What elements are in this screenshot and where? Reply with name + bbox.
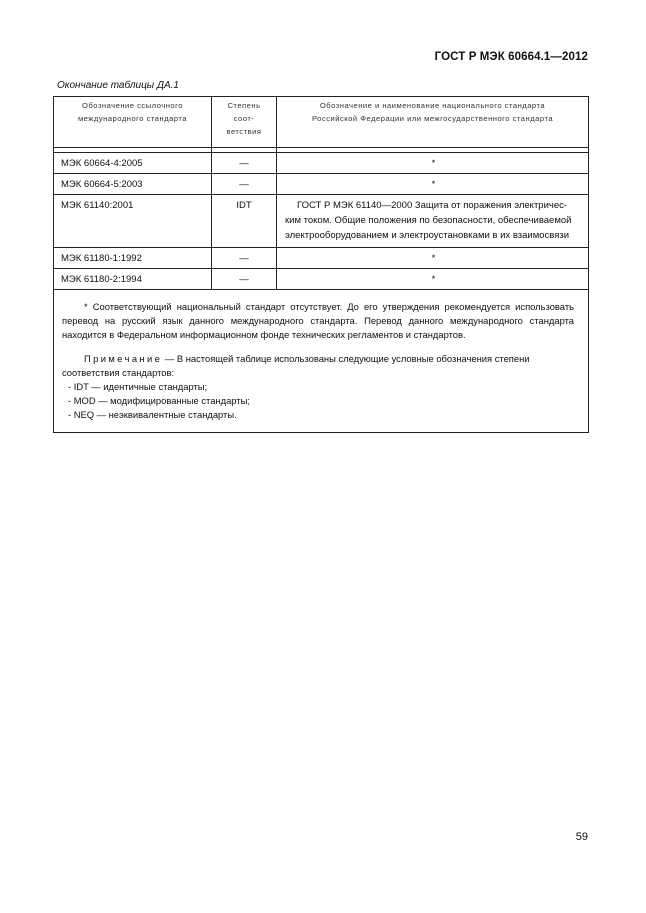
degree-cell: — [212, 153, 277, 174]
table-row [54, 195, 589, 248]
national-standard-cell: * [277, 248, 589, 269]
footnote: * Соответствующий национальный стандарт отсутствует. До его утверждения рекомендуется использовать перевод на русский язык данного международного стандарта. Перевод данного международного стандарта находится в Федеральном информационном фонде технических регламентов и стандартов. [62, 301, 574, 340]
reference-cell: МЭК 61180-1:1992 [54, 248, 212, 269]
notes-cell [54, 290, 589, 433]
table-caption: Окончание таблицы ДА.1 [57, 80, 179, 91]
reference-cell: МЭК 61180-2:1994 [54, 269, 212, 290]
column-header-reference: Обозначение ссылочного международного стандарта [54, 97, 212, 148]
reference-cell: МЭК 60664-5:2003 [54, 174, 212, 195]
column-header-degree: Степень соот- ветствия [212, 97, 277, 148]
standards-table [53, 96, 589, 433]
degree-cell: — [212, 248, 277, 269]
degree-cell: — [212, 269, 277, 290]
national-standard-cell: ГОСТ Р МЭК 61140—2000 Защита от поражения электричес- ким током. Общие положения по безопасности, обеспечиваемой электрооборудованием и электроустановками в их взаимосвязи [277, 195, 589, 248]
legend-item: - MOD — модифицированные стандарты; [68, 395, 250, 406]
national-standard-cell: * [277, 153, 589, 174]
note-label: Примечание [84, 353, 163, 364]
column-header-national: Обозначение и наименование национального стандарта Российской Федерации или межгосударственного стандарта [277, 97, 589, 148]
table-notes-row [54, 290, 589, 433]
reference-cell: МЭК 61140:2001 [54, 195, 212, 248]
national-standard-cell: * [277, 174, 589, 195]
table-row [54, 248, 589, 269]
reference-cell: МЭК 60664-4:2005 [54, 153, 212, 174]
page-number: 59 [575, 831, 588, 843]
table-row [54, 153, 589, 174]
legend-item: - NEQ — неэквивалентные стандарты. [68, 409, 237, 420]
table-row [54, 269, 589, 290]
note-text: — В настоящей таблице использованы следующие условные обозначения степени соответствия стандартов: [62, 353, 530, 378]
degree-cell: — [212, 174, 277, 195]
legend-list [62, 380, 574, 422]
degree-cell: IDT [212, 195, 277, 248]
national-standard-cell: * [277, 269, 589, 290]
legend-item: - IDT — идентичные стандарты; [68, 381, 208, 392]
table-header-row [54, 97, 589, 148]
document-code: ГОСТ Р МЭК 60664.1—2012 [434, 51, 588, 63]
note-paragraph [62, 352, 574, 380]
table-row [54, 174, 589, 195]
